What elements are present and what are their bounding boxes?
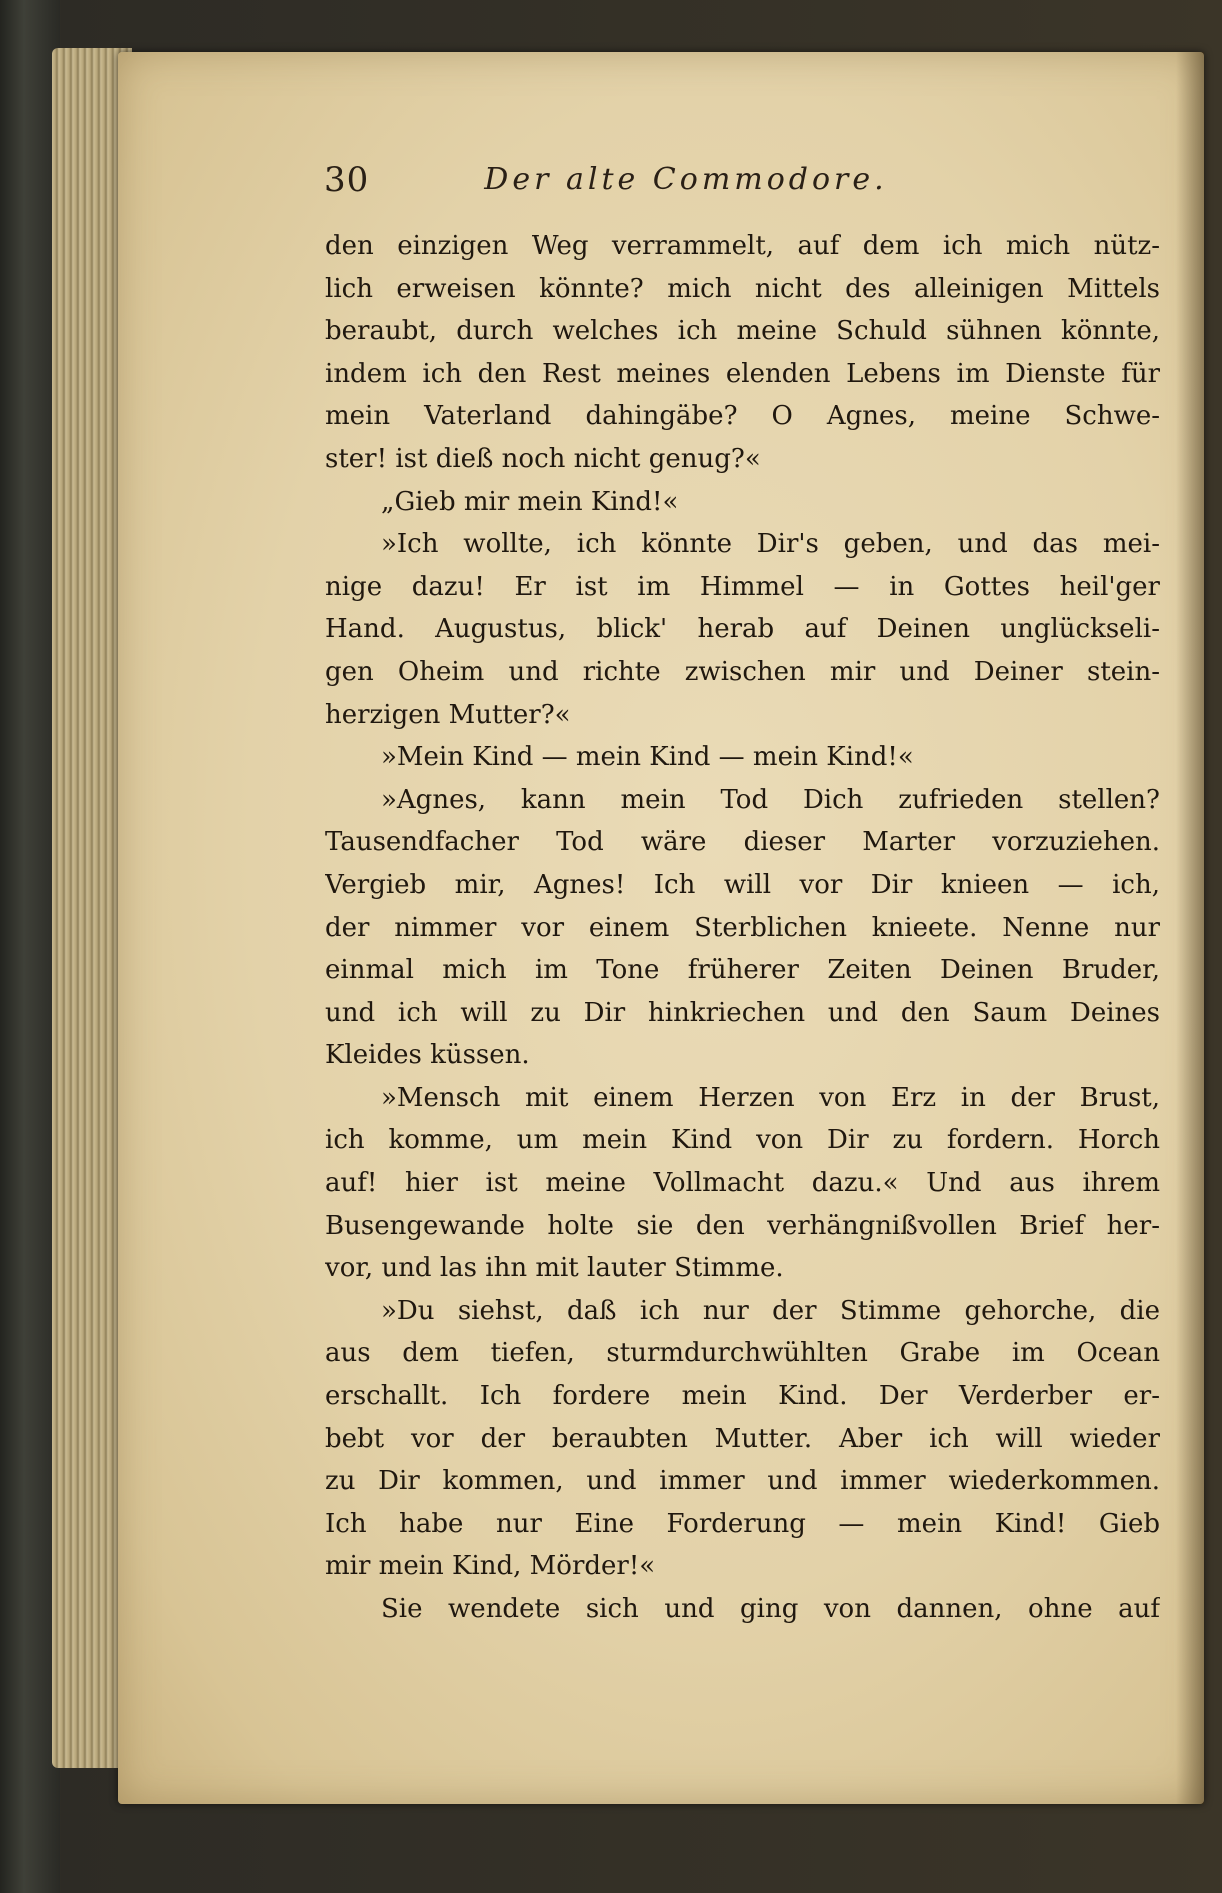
text-line: bebt vor der beraubten Mutter. Aber ich will wieder bbox=[325, 1423, 1160, 1454]
text-line: Busengewande holte sie den verhängnißvollen Brief her- bbox=[325, 1210, 1160, 1241]
text-line: der nimmer vor einem Sterblichen knieete. Nenne nur bbox=[325, 912, 1160, 943]
text-line: ster! ist dieß noch nicht genug?« bbox=[325, 443, 761, 474]
text-line: Hand. Augustus, blick' herab auf Deinen unglückseli- bbox=[325, 614, 1160, 645]
text-line: Vergieb mir, Agnes! Ich will vor Dir knieen — ich, bbox=[325, 869, 1160, 900]
text-line: „Gieb mir mein Kind!« bbox=[381, 486, 679, 517]
text-line: Ich habe nur Eine Forderung — mein Kind! Gieb bbox=[325, 1508, 1160, 1539]
page-header bbox=[206, 160, 1166, 208]
text-line: »Ich wollte, ich könnte Dir's geben, und das mei- bbox=[381, 529, 1160, 560]
text-line: herzigen Mutter?« bbox=[325, 699, 571, 730]
text-line: auf! hier ist meine Vollmacht dazu.« Und aus ihrem bbox=[325, 1168, 1160, 1199]
text-line: Sie wendete sich und ging von dannen, ohne auf bbox=[381, 1594, 1160, 1624]
text-line: mein Vaterland dahingäbe? O Agnes, meine Schwe- bbox=[325, 401, 1160, 432]
text-line: nige dazu! Er ist im Himmel — in Gottes heil'ger bbox=[325, 571, 1160, 602]
text-line: zu Dir kommen, und immer und immer wiederkommen. bbox=[325, 1466, 1160, 1497]
book-spine bbox=[0, 0, 60, 1893]
text-line: indem ich den Rest meines elenden Lebens im Dienste für bbox=[325, 358, 1160, 389]
text-line: und ich will zu Dir hinkriechen und den Saum Deines bbox=[325, 997, 1160, 1028]
body-text bbox=[325, 225, 1160, 1631]
text-line: beraubt, durch welches ich meine Schuld sühnen könnte, bbox=[325, 316, 1160, 347]
text-line: den einzigen Weg verrammelt, auf dem ich mich nütz- bbox=[325, 231, 1160, 261]
text-line: vor, und las ihn mit lauter Stimme. bbox=[325, 1253, 784, 1284]
text-line: »Mensch mit einem Herzen von Erz in der Brust, bbox=[381, 1082, 1160, 1113]
text-line: erschallt. Ich fordere mein Kind. Der Verderber er- bbox=[325, 1381, 1160, 1412]
text-line: aus dem tiefen, sturmdurchwühlten Grabe im Ocean bbox=[325, 1338, 1160, 1369]
text-line: »Mein Kind — mein Kind — mein Kind!« bbox=[381, 742, 914, 773]
page-gutter-shadow bbox=[1176, 52, 1204, 1804]
text-line: gen Oheim und richte zwischen mir und Deiner stein- bbox=[325, 656, 1160, 687]
text-line: Kleides küssen. bbox=[325, 1040, 530, 1071]
text-line: Tausendfacher Tod wäre dieser Marter vorzuziehen. bbox=[325, 827, 1160, 858]
text-line: »Du siehst, daß ich nur der Stimme gehorche, die bbox=[381, 1295, 1160, 1326]
text-line: ich komme, um mein Kind von Dir zu fordern. Horch bbox=[325, 1125, 1160, 1156]
running-title: Der alte Commodore. bbox=[484, 162, 888, 197]
text-line: mir mein Kind, Mörder!« bbox=[325, 1551, 656, 1582]
page-number: 30 bbox=[324, 160, 370, 200]
text-line: einmal mich im Tone früherer Zeiten Deinen Bruder, bbox=[325, 955, 1160, 986]
text-line: »Agnes, kann mein Tod Dich zufrieden stellen? bbox=[381, 784, 1160, 815]
text-line: lich erweisen könnte? mich nicht des alleinigen Mittels bbox=[325, 273, 1160, 304]
